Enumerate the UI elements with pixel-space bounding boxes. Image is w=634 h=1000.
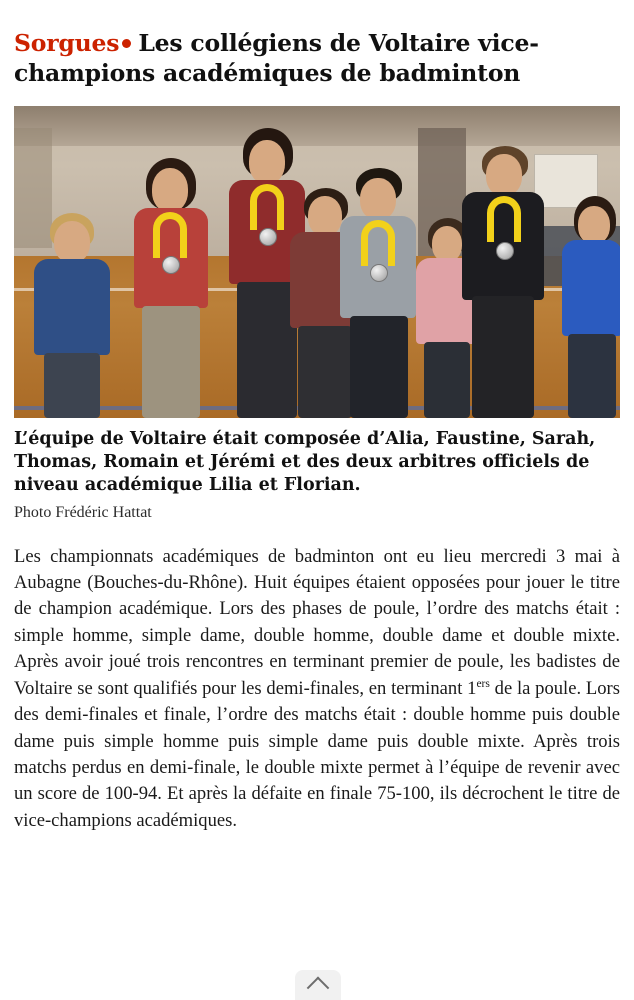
bottom-fade <box>0 952 634 970</box>
bullet-separator-icon <box>122 39 131 48</box>
ordinal-suffix: ers <box>476 677 490 690</box>
person-figure <box>124 158 218 418</box>
chevron-up-icon <box>307 976 330 999</box>
article-body <box>14 544 620 834</box>
photo-caption: L’équipe de Voltaire était composée d’Alia, Faustine, Sarah, Thomas, Romain et Jérémi et des deux arbitres officiels de niveau académique Lilia et Florian. <box>14 428 596 496</box>
gym-wall-upper <box>14 106 620 146</box>
article-page <box>0 16 634 1000</box>
photo-credit: Photo Frédéric Hattat <box>14 503 152 521</box>
photo-illustration <box>14 106 620 418</box>
headline-text: Les collégiens de Voltaire vice-champions académiques de badminton <box>14 28 539 87</box>
scroll-to-top-button[interactable] <box>295 970 341 1000</box>
article-kicker[interactable]: Sorgues <box>14 28 120 57</box>
page-title <box>0 16 634 88</box>
person-figure <box>454 146 554 418</box>
person-figure <box>562 196 620 418</box>
body-paragraph-part-1: Les championnats académiques de badminton ont eu lieu mercredi 3 mai à Aubagne (Bouches-du-Rhône). Huit équipes étaient opposées pour jouer le titre de champion académique. Lors des phases de poule, l’ordre des matchs était : simple homme, simple dame, double homme, double dame et double mixte. Après avoir joué trois rencontres en terminant premier de poule, les badistes de Voltaire se sont qualifiés pour les demi-finales, en terminant 1 <box>14 545 620 699</box>
person-figure <box>24 213 120 418</box>
body-paragraph-part-2: de la poule. Lors des demi-finales et finale, l’ordre des matchs était : double homme puis double dame puis simple homme puis simple dame puis double mixte. Après trois matchs perdus en demi-finale, le double mixte permet à l’équipe de revenir avec un score de 100-94. Et après la défaite en finale 75-100, ils décrochent le titre de vice-champions académiques. <box>14 677 620 831</box>
article-photo[interactable] <box>14 106 620 418</box>
